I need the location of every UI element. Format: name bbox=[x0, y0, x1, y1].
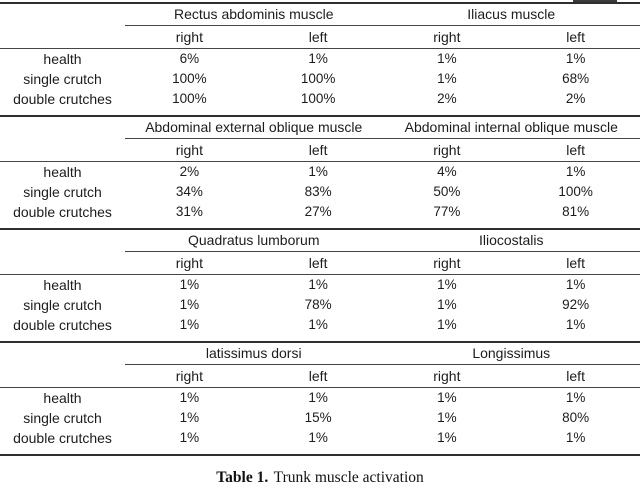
value-cell: 1% bbox=[383, 428, 512, 448]
value-cell: 1% bbox=[125, 408, 254, 428]
side-header-row bbox=[0, 26, 640, 49]
table-row bbox=[0, 408, 640, 428]
trunk-muscle-activation-table bbox=[0, 2, 640, 456]
table-row bbox=[0, 89, 640, 109]
table-caption bbox=[0, 468, 640, 488]
side-header-right: right bbox=[383, 365, 512, 387]
value-cell: 100% bbox=[254, 69, 383, 89]
value-cell: 1% bbox=[125, 388, 254, 408]
value-cell: 34% bbox=[125, 182, 254, 202]
value-cell: 31% bbox=[125, 202, 254, 222]
section-latissimus-longissimus bbox=[0, 341, 640, 454]
value-cell: 1% bbox=[383, 69, 512, 89]
value-cell: 1% bbox=[511, 315, 640, 335]
stub-cell bbox=[0, 252, 125, 274]
side-header-right: right bbox=[125, 26, 254, 48]
table-row bbox=[0, 182, 640, 202]
value-cell: 1% bbox=[125, 275, 254, 295]
table-row bbox=[0, 49, 640, 69]
side-header-left: left bbox=[254, 365, 383, 387]
muscle-group-header: Rectus abdominis muscle bbox=[125, 4, 383, 26]
table-row bbox=[0, 202, 640, 222]
value-cell: 1% bbox=[511, 162, 640, 182]
side-header-left: left bbox=[254, 252, 383, 274]
value-cell: 1% bbox=[125, 295, 254, 315]
value-cell: 77% bbox=[383, 202, 512, 222]
side-header-right: right bbox=[383, 252, 512, 274]
side-header-left: left bbox=[511, 365, 640, 387]
value-cell: 1% bbox=[254, 315, 383, 335]
muscle-group-header: latissimus dorsi bbox=[125, 343, 383, 365]
muscle-group-header: Longissimus bbox=[383, 343, 640, 365]
row-label: single crutch bbox=[0, 182, 125, 202]
row-label: health bbox=[0, 49, 125, 69]
value-cell: 68% bbox=[511, 69, 640, 89]
row-label: double crutches bbox=[0, 428, 125, 448]
value-cell: 6% bbox=[125, 49, 254, 69]
muscle-group-header: Iliacus muscle bbox=[383, 4, 640, 26]
table-row bbox=[0, 428, 640, 448]
side-header-right: right bbox=[125, 252, 254, 274]
row-label: health bbox=[0, 162, 125, 182]
row-label: health bbox=[0, 275, 125, 295]
stub-cell bbox=[0, 26, 125, 48]
side-header-right: right bbox=[383, 26, 512, 48]
row-label: double crutches bbox=[0, 202, 125, 222]
muscle-group-header: Abdominal external oblique muscle bbox=[125, 117, 383, 139]
caption-label: Table 1. bbox=[216, 469, 268, 486]
value-cell: 1% bbox=[254, 49, 383, 69]
value-cell: 1% bbox=[383, 275, 512, 295]
row-label: double crutches bbox=[0, 315, 125, 335]
side-header-left: left bbox=[511, 139, 640, 161]
value-cell: 50% bbox=[383, 182, 512, 202]
side-header-right: right bbox=[383, 139, 512, 161]
muscle-group-header: Iliocostalis bbox=[383, 230, 640, 252]
table-row bbox=[0, 295, 640, 315]
value-cell: 1% bbox=[511, 428, 640, 448]
value-cell: 1% bbox=[254, 428, 383, 448]
side-header-row bbox=[0, 365, 640, 388]
value-cell: 1% bbox=[511, 275, 640, 295]
section-rectus-iliacus bbox=[0, 2, 640, 115]
side-header-row bbox=[0, 252, 640, 275]
side-header-row bbox=[0, 139, 640, 162]
muscle-group-header-row bbox=[0, 343, 640, 365]
value-cell: 92% bbox=[511, 295, 640, 315]
stub-cell bbox=[0, 365, 125, 387]
table-row bbox=[0, 162, 640, 182]
value-cell: 100% bbox=[125, 89, 254, 109]
value-cell: 1% bbox=[254, 388, 383, 408]
muscle-group-header: Abdominal internal oblique muscle bbox=[383, 117, 640, 139]
table-row bbox=[0, 388, 640, 408]
table-row bbox=[0, 69, 640, 89]
value-cell: 27% bbox=[254, 202, 383, 222]
value-cell: 1% bbox=[254, 162, 383, 182]
row-label: double crutches bbox=[0, 89, 125, 109]
value-cell: 1% bbox=[125, 428, 254, 448]
stub-cell bbox=[0, 139, 125, 161]
value-cell: 1% bbox=[511, 49, 640, 69]
value-cell: 80% bbox=[511, 408, 640, 428]
value-cell: 81% bbox=[511, 202, 640, 222]
value-cell: 1% bbox=[383, 295, 512, 315]
muscle-group-header-row bbox=[0, 230, 640, 252]
value-cell: 1% bbox=[511, 388, 640, 408]
value-cell: 1% bbox=[383, 315, 512, 335]
section-external-internal-oblique bbox=[0, 115, 640, 228]
side-header-right: right bbox=[125, 365, 254, 387]
value-cell: 2% bbox=[383, 89, 512, 109]
side-header-left: left bbox=[254, 26, 383, 48]
row-label: single crutch bbox=[0, 408, 125, 428]
row-label: health bbox=[0, 388, 125, 408]
value-cell: 1% bbox=[383, 388, 512, 408]
muscle-group-header: Quadratus lumborum bbox=[125, 230, 383, 252]
value-cell: 100% bbox=[254, 89, 383, 109]
row-label: single crutch bbox=[0, 69, 125, 89]
value-cell: 1% bbox=[383, 49, 512, 69]
table-row bbox=[0, 315, 640, 335]
value-cell: 78% bbox=[254, 295, 383, 315]
muscle-group-header-row bbox=[0, 4, 640, 26]
value-cell: 2% bbox=[125, 162, 254, 182]
value-cell: 1% bbox=[383, 408, 512, 428]
side-header-left: left bbox=[511, 26, 640, 48]
caption-text: Trunk muscle activation bbox=[274, 469, 424, 486]
value-cell: 100% bbox=[125, 69, 254, 89]
side-header-right: right bbox=[125, 139, 254, 161]
value-cell: 83% bbox=[254, 182, 383, 202]
table-row bbox=[0, 275, 640, 295]
value-cell: 4% bbox=[383, 162, 512, 182]
value-cell: 15% bbox=[254, 408, 383, 428]
side-header-left: left bbox=[511, 252, 640, 274]
muscle-group-header-row bbox=[0, 117, 640, 139]
value-cell: 2% bbox=[511, 89, 640, 109]
value-cell: 1% bbox=[125, 315, 254, 335]
value-cell: 100% bbox=[511, 182, 640, 202]
side-header-left: left bbox=[254, 139, 383, 161]
section-quadratus-iliocostalis bbox=[0, 228, 640, 341]
row-label: single crutch bbox=[0, 295, 125, 315]
value-cell: 1% bbox=[254, 275, 383, 295]
